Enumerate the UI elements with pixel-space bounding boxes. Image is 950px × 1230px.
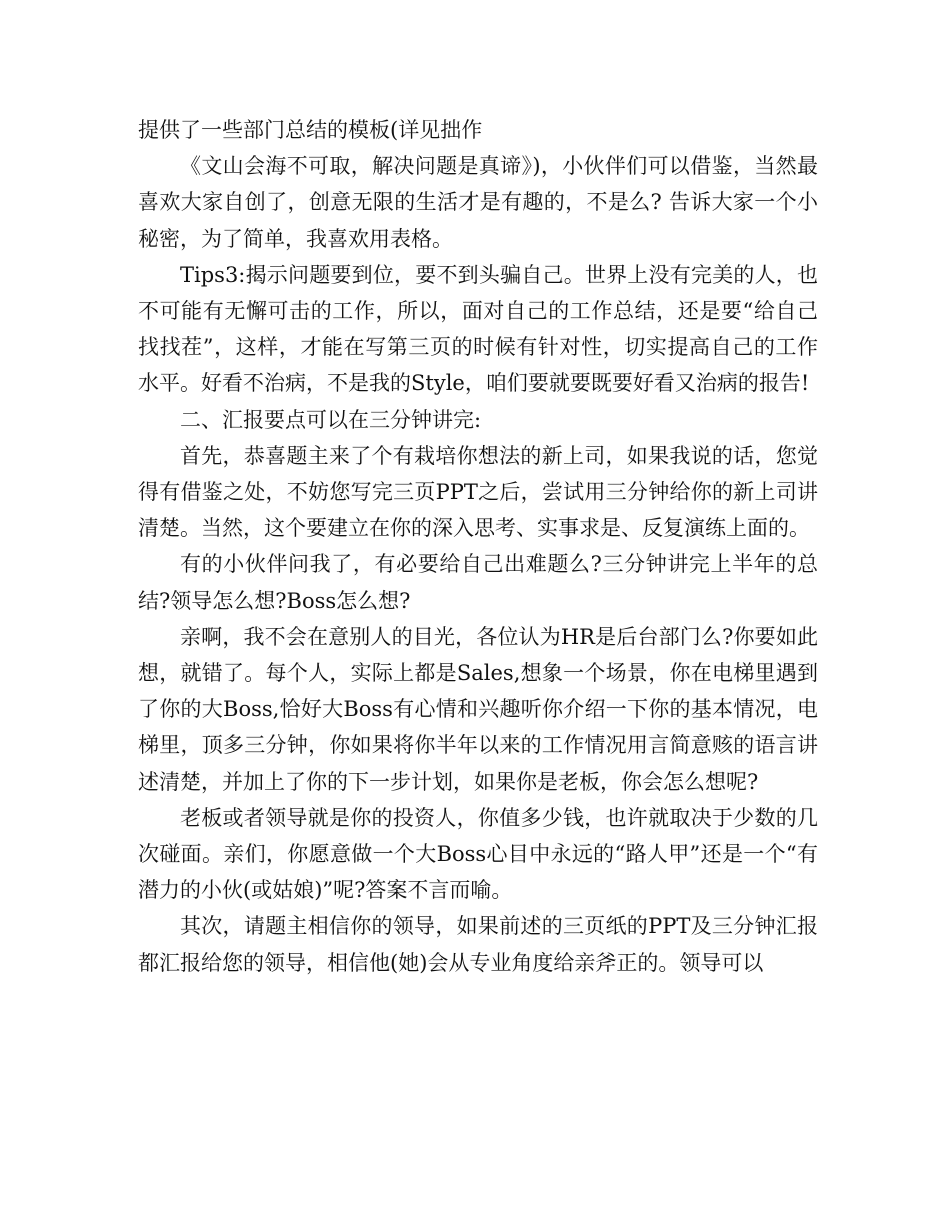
paragraph-investor: 老板或者领导就是你的投资人，你值多少钱，也许就取决于少数的几次碰面。亲们，你愿意做一个大Boss心目中永远的“路人甲”还是一个“有潜力的小伙(或姑娘)”呢?答案不言而喻。	[138, 805, 818, 903]
section-heading-two: 二、汇报要点可以在三分钟讲完:	[180, 407, 482, 432]
paragraph-tips3: Tips3:揭示问题要到位，要不到头骗自己。世界上没有完美的人，也不可能有无懈可击的工作，所以，面对自己的工作总结，还是要“给自己找找茬”，这样，才能在写第三页的时候有针对性，切实提高自己的工作水平。好看不治病，不是我的Style，咱们要就要既要好看又治病的报告!	[138, 262, 818, 396]
document-body	[138, 112, 818, 981]
paragraph-question: 有的小伙伴问我了，有必要给自己出难题么?三分钟讲完上半年的总结?领导怎么想?Boss怎么想?	[138, 552, 818, 613]
paragraph-elevator: 亲啊，我不会在意别人的目光，各位认为HR是后台部门么?你要如此想，就错了。每个人，实际上都是Sales,想象一个场景，你在电梯里遇到了你的大Boss,恰好大Boss有心情和兴趣听你介绍一下你的基本情况，电梯里，顶多三分钟，你如果将你半年以来的工作情况用言简意赅的语言讲述清楚，并加上了你的下一步计划，如果你是老板，你会怎么想呢?	[138, 624, 818, 794]
paragraph-first: 首先，恭喜题主来了个有栽培你想法的新上司，如果我说的话，您觉得有借鉴之处，不妨您写完三页PPT之后，尝试用三分钟给你的新上司讲清楚。当然，这个要建立在你的深入思考、实事求是、反复演练上面的。	[138, 443, 818, 541]
paragraph-continuation: 提供了一些部门总结的模板(详见拙作	[138, 118, 483, 142]
paragraph-second: 其次，请题主相信你的领导，如果前述的三页纸的PPT及三分钟汇报都汇报给您的领导，相信他(她)会从专业角度给亲斧正的。领导可以	[138, 914, 818, 975]
paragraph-reference: 《文山会海不可取，解决问题是真谛》)，小伙伴们可以借鉴，当然最喜欢大家自创了，创意无限的生活才是有趣的，不是么? 告诉大家一个小秘密，为了简单，我喜欢用表格。	[138, 154, 818, 251]
